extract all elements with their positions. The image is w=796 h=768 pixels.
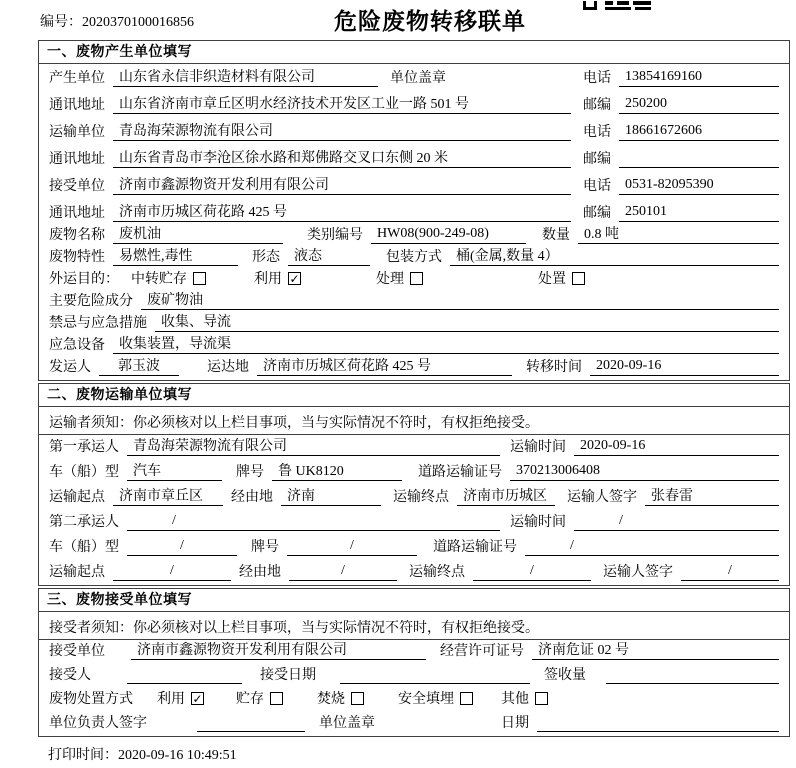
carrier1-label: 第一承运人 [49,440,119,455]
vehicle2-value: / [127,538,237,556]
disposal-option-store [236,688,283,708]
document-number-label: 编号： [40,15,82,30]
phone2-label: 电话 [583,125,611,140]
destination-value: 济南市历城区荷花路 425 号 [257,355,512,376]
transport-time1-value: 2020-09-16 [574,438,779,456]
permit1-label: 道路运输证号 [418,465,502,480]
taboo-label: 禁忌与应急措施 [49,316,147,331]
waste-code-value: HW08(900-249-08) [371,226,526,244]
row-route2 [39,560,789,585]
zip2-label: 邮编 [583,152,611,167]
row-vehicle1 [39,460,789,485]
plate2-value: / [287,538,417,556]
purpose-option-use-label: 利用 [254,272,282,287]
packing-value: 桶(金属,数量 4） [450,245,779,266]
checkbox-disposal-use-icon: ✓ [192,691,203,706]
producer-label: 产生单位 [49,71,105,86]
date-value [537,714,779,732]
equipment-value: 收集装置，导流渠 [113,333,779,354]
license-label: 经营许可证号 [440,644,524,659]
plate2-label: 牌号 [251,540,279,555]
zip1-label: 邮编 [583,98,611,113]
section-producer-title: 一、废物产生单位填写 [39,41,789,64]
purpose-option-dispose [538,268,585,288]
checkbox-disposal-landfill-icon [460,692,473,705]
receiver-label: 接受单位 [49,179,105,194]
purpose-option-storage [131,268,206,288]
section-receiver [38,588,790,737]
acceptor-value [127,666,242,684]
row-accept-unit [39,640,789,664]
producer-value: 山东省永信非织造材料有限公司 [113,66,378,87]
carrier1-value: 青岛海荣源物流有限公司 [127,435,500,456]
section-transporter-title: 二、废物运输单位填写 [39,384,789,407]
qr-code-fragment-icon [583,0,651,10]
purpose-option-use [254,268,301,288]
row-head-signature [39,712,789,736]
receiver-value: 济南市鑫源物资开发利用有限公司 [113,174,571,195]
print-time-value: 2020-09-16 10:49:51 [118,748,237,763]
row-waste-character [39,248,789,270]
accept-unit-label: 接受单位 [49,644,105,659]
waste-code-label: 类别编号 [307,228,363,243]
hazard-value: 废矿物油 [141,289,779,310]
waste-name-value: 废机油 [113,223,283,244]
origin2-label: 运输起点 [49,565,105,580]
end1-value: 济南市历城区 [457,485,555,506]
form-label: 形态 [252,250,280,265]
waste-name-label: 废物名称 [49,228,105,243]
unit-seal2-label: 单位盖章 [319,716,375,731]
addr1-label: 通讯地址 [49,98,105,113]
purpose-option-storage-label: 中转贮存 [131,272,187,287]
head-sign-label: 单位负责人签字 [49,716,147,731]
transfer-date-value: 2020-09-16 [590,358,779,376]
receiver-notice: 接受者须知：你必须核对以上栏目事项，当与实际情况不符时，有权拒绝接受。 [39,612,789,640]
row-first-carrier [39,435,789,460]
addr2-label: 通讯地址 [49,152,105,167]
disposal-option-other [501,688,548,708]
permit2-label: 道路运输证号 [433,540,517,555]
origin1-label: 运输起点 [49,490,105,505]
manifest-form [38,40,790,737]
row-route1 [39,485,789,510]
transporter-notice: 运输者须知：你必须核对以上栏目事项，当与实际情况不符时，有权拒绝接受。 [39,407,789,435]
packing-label: 包装方式 [386,250,442,265]
row-receiver [39,172,789,199]
plate1-value: 鲁 UK8120 [272,460,402,481]
zip3-value: 250101 [619,204,779,222]
origin2-value: / [113,563,231,581]
transporter-label: 运输单位 [49,125,105,140]
checkbox-treat-icon [410,272,423,285]
row-disposal-method [39,688,789,712]
checkbox-disposal-store-icon [270,692,283,705]
row-transporter-address [39,145,789,172]
carrier2-label: 第二承运人 [49,515,119,530]
vehicle1-label: 车（船）型 [49,465,119,480]
character-label: 废物特性 [49,250,105,265]
permit1-value: 370213006408 [510,463,779,481]
origin1-value: 济南市章丘区 [113,485,223,506]
license-value: 济南危证 02 号 [532,639,779,660]
checkbox-use-icon: ✓ [289,271,300,286]
zip3-label: 邮编 [583,206,611,221]
disposal-option-other-label: 其他 [501,692,529,707]
carrier2-value: / [127,513,500,531]
transfer-date-label: 转移时间 [526,360,582,375]
disposal-option-use-label: 利用 [157,692,185,707]
zip1-value: 250200 [619,96,779,114]
end2-value: / [473,563,591,581]
qr-code-svg [583,1,651,11]
disposal-option-use [157,688,204,708]
purpose-option-treat-label: 处理 [376,272,404,287]
sign1-value: 张春雷 [645,485,779,506]
purpose-option-dispose-label: 处置 [538,272,566,287]
disposal-option-incinerate [317,688,364,708]
character-value: 易燃性,毒性 [113,245,238,266]
checkbox-disposal-incinerate-icon [351,692,364,705]
section-producer [38,40,790,381]
purpose-option-treat [376,268,423,288]
addr1-value: 山东省济南市章丘区明水经济技术开发区工业一路 501 号 [113,93,571,114]
transporter-value: 青岛海荣源物流有限公司 [113,120,571,141]
row-transporter [39,118,789,145]
disposal-option-incinerate-label: 焚烧 [317,692,345,707]
sender-value: 郭玉波 [99,355,179,376]
phone1-value: 13854169160 [619,69,779,87]
document-number-value: 2020370100016856 [82,15,194,30]
equipment-label: 应急设备 [49,338,105,353]
transport-time2-value: / [574,513,779,531]
form-value: 液态 [288,245,370,266]
phone3-value: 0531-82095390 [619,177,779,195]
section-receiver-title: 三、废物接受单位填写 [39,589,789,612]
disposal-option-landfill-label: 安全填埋 [398,692,454,707]
quantity-label: 数量 [542,228,570,243]
received-qty-value [606,666,779,684]
end2-label: 运输终点 [409,565,465,580]
addr2-value: 山东省青岛市李沧区徐水路和郑佛路交叉口东侧 20 米 [113,147,571,168]
accept-date-value [340,666,530,684]
phone3-label: 电话 [583,179,611,194]
sign2-label: 运输人签字 [603,565,673,580]
print-time [48,744,796,764]
date-label: 日期 [501,716,529,731]
sender-label: 发运人 [49,360,91,375]
via1-label: 经由地 [231,490,273,505]
checkbox-storage-icon [193,272,206,285]
sign2-value: / [681,563,779,581]
addr3-value: 济南市历城区荷花路 425 号 [113,201,571,222]
accept-unit-value: 济南市鑫源物资开发利用有限公司 [131,639,426,660]
transport-time1-label: 运输时间 [510,440,566,455]
via1-value: 济南 [281,485,381,506]
plate1-label: 牌号 [236,465,264,480]
section-transporter [38,383,790,586]
row-receiver-address [39,199,789,226]
hazard-label: 主要危险成分 [49,294,133,309]
sign1-label: 运输人签字 [567,490,637,505]
checkbox-disposal-other-icon [535,692,548,705]
end1-label: 运输终点 [393,490,449,505]
transport-time2-label: 运输时间 [510,515,566,530]
phone2-value: 18661672606 [619,123,779,141]
page-header [0,0,796,40]
disposal-label: 废物处置方式 [49,692,133,707]
row-acceptor [39,664,789,688]
head-sign-value [197,714,305,732]
row-vehicle2 [39,535,789,560]
accept-date-label: 接受日期 [260,668,316,683]
purpose-label: 外运目的： [49,272,119,287]
print-time-label: 打印时间： [48,748,118,763]
disposal-option-store-label: 贮存 [236,692,264,707]
page-title: 危险废物转移联单 [334,9,526,34]
taboo-value: 收集、导流 [155,311,779,332]
addr3-label: 通讯地址 [49,206,105,221]
checkbox-dispose-icon [572,272,585,285]
phone1-label: 电话 [583,71,611,86]
row-second-carrier [39,510,789,535]
received-qty-label: 签收量 [544,668,586,683]
vehicle2-label: 车（船）型 [49,540,119,555]
unit-seal-label: 单位盖章 [390,71,446,86]
row-producer [39,64,789,91]
permit2-value: / [525,538,779,556]
destination-label: 运达地 [207,360,249,375]
zip2-value [619,150,779,168]
acceptor-label: 接受人 [49,668,91,683]
disposal-option-landfill [398,688,473,708]
quantity-value: 0.8 吨 [578,223,779,244]
via2-value: / [289,563,397,581]
vehicle1-value: 汽车 [127,460,222,481]
row-producer-address [39,91,789,118]
via2-label: 经由地 [239,565,281,580]
row-sender [39,358,789,380]
